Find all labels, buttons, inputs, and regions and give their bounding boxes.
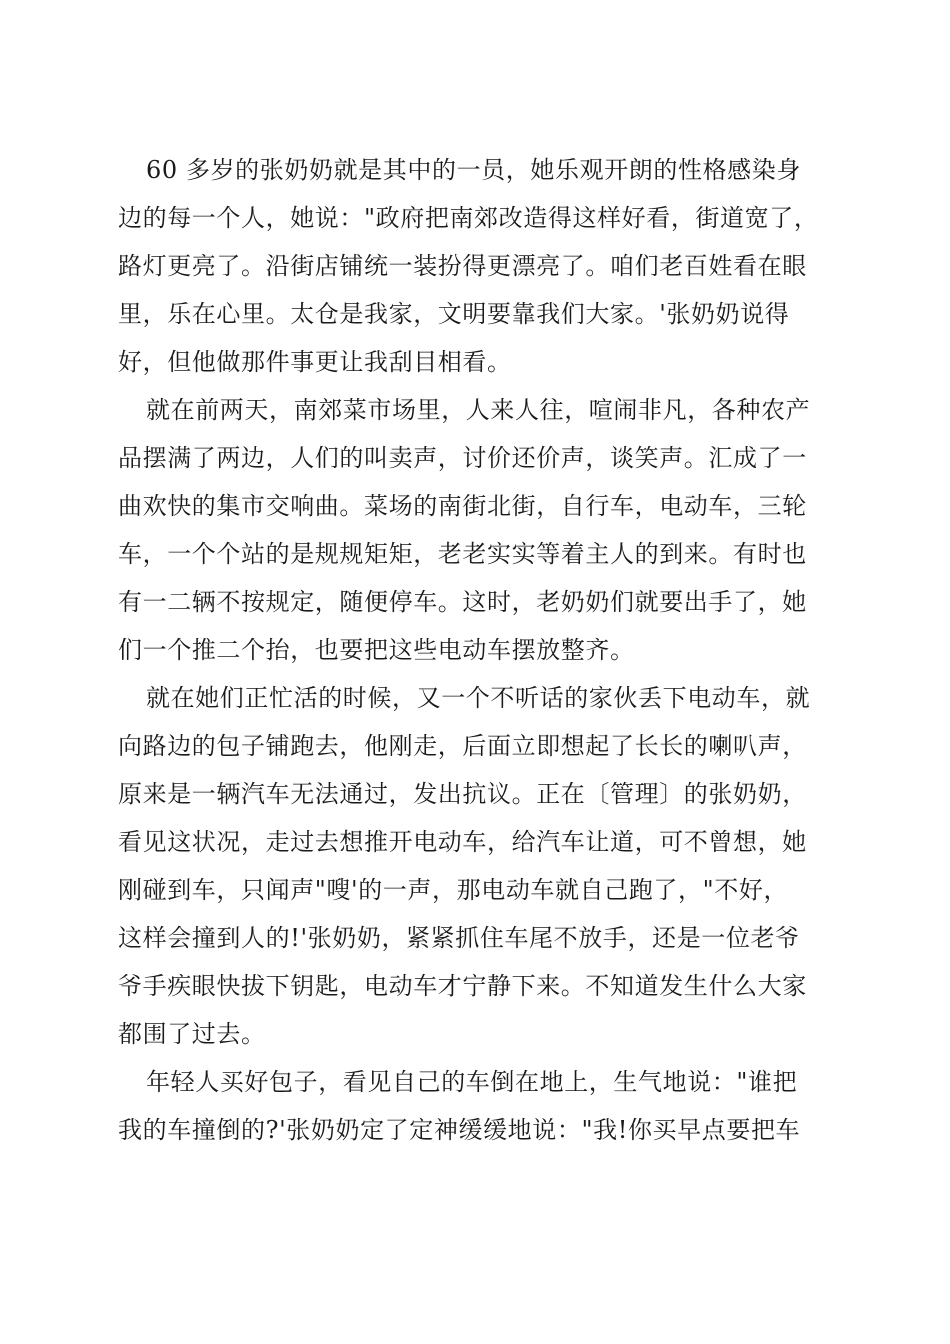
text-line: 年轻人买好包子，看见自己的车倒在地上，生气地说："谁把: [146, 1068, 798, 1096]
text-line: 边的每一个人，她说："政府把南郊改造得这样好看，街道宽了，: [118, 204, 819, 232]
text-line: 品摆满了两边，人们的叫卖声，讨价还价声，谈笑声。汇成了一: [118, 444, 807, 472]
article-body: [118, 146, 838, 1154]
text-line: 就在前两天，南郊菜市场里，人来人往，喧闹非凡，各种农产: [146, 396, 811, 424]
text-line: 里，乐在心里。太仓是我家，文明要靠我们大家。'张奶奶说得: [118, 300, 790, 328]
text-line: 向路边的包子铺跑去，他刚走，后面立即想起了长长的喇叭声，: [118, 732, 807, 760]
paragraph-3: [118, 674, 838, 1058]
text-line: 我的车撞倒的?'张奶奶定了定神缓缓地说："我!你买早点要把车: [118, 1116, 801, 1144]
text-line: 都围了过去。: [118, 1020, 266, 1048]
paragraph-1: [118, 146, 838, 386]
text-line: 有一二辆不按规定，随便停车。这时，老奶奶们就要出手了，她: [118, 588, 807, 616]
text-line: 们一个推二个抬，也要把这些电动车摆放整齐。: [118, 636, 635, 664]
text-line: 刚碰到车，只闻声"嗖'的一声，那电动车就自己跑了，"不好，: [118, 876, 789, 904]
text-line: 原来是一辆汽车无法通过，发出抗议。正在〔管理〕的张奶奶，: [118, 780, 807, 808]
text-line: 曲欢快的集市交响曲。菜场的南街北街，自行车，电动车，三轮: [118, 492, 807, 520]
paragraph-2: [118, 386, 838, 674]
paragraph-4: [118, 1058, 838, 1154]
text-line: 60 多岁的张奶奶就是其中的一员，她乐观开朗的性格感染身: [146, 156, 801, 184]
text-line: 好，但他做那件事更让我刮目相看。: [118, 348, 512, 376]
text-line: 路灯更亮了。沿街店铺统一装扮得更漂亮了。咱们老百姓看在眼: [118, 252, 807, 280]
text-line: 看见这状况，走过去想推开电动车，给汽车让道，可不曾想，她: [118, 828, 807, 856]
text-line: 爷手疾眼快拔下钥匙，电动车才宁静下来。不知道发生什么大家: [118, 972, 807, 1000]
text-line: 车，一个个站的是规规矩矩，老老实实等着主人的到来。有时也: [118, 540, 807, 568]
text-line: 就在她们正忙活的时候，又一个不听话的家伙丢下电动车，就: [146, 684, 811, 712]
text-line: 这样会撞到人的!'张奶奶，紧紧抓住车尾不放手，还是一位老爷: [118, 924, 800, 952]
